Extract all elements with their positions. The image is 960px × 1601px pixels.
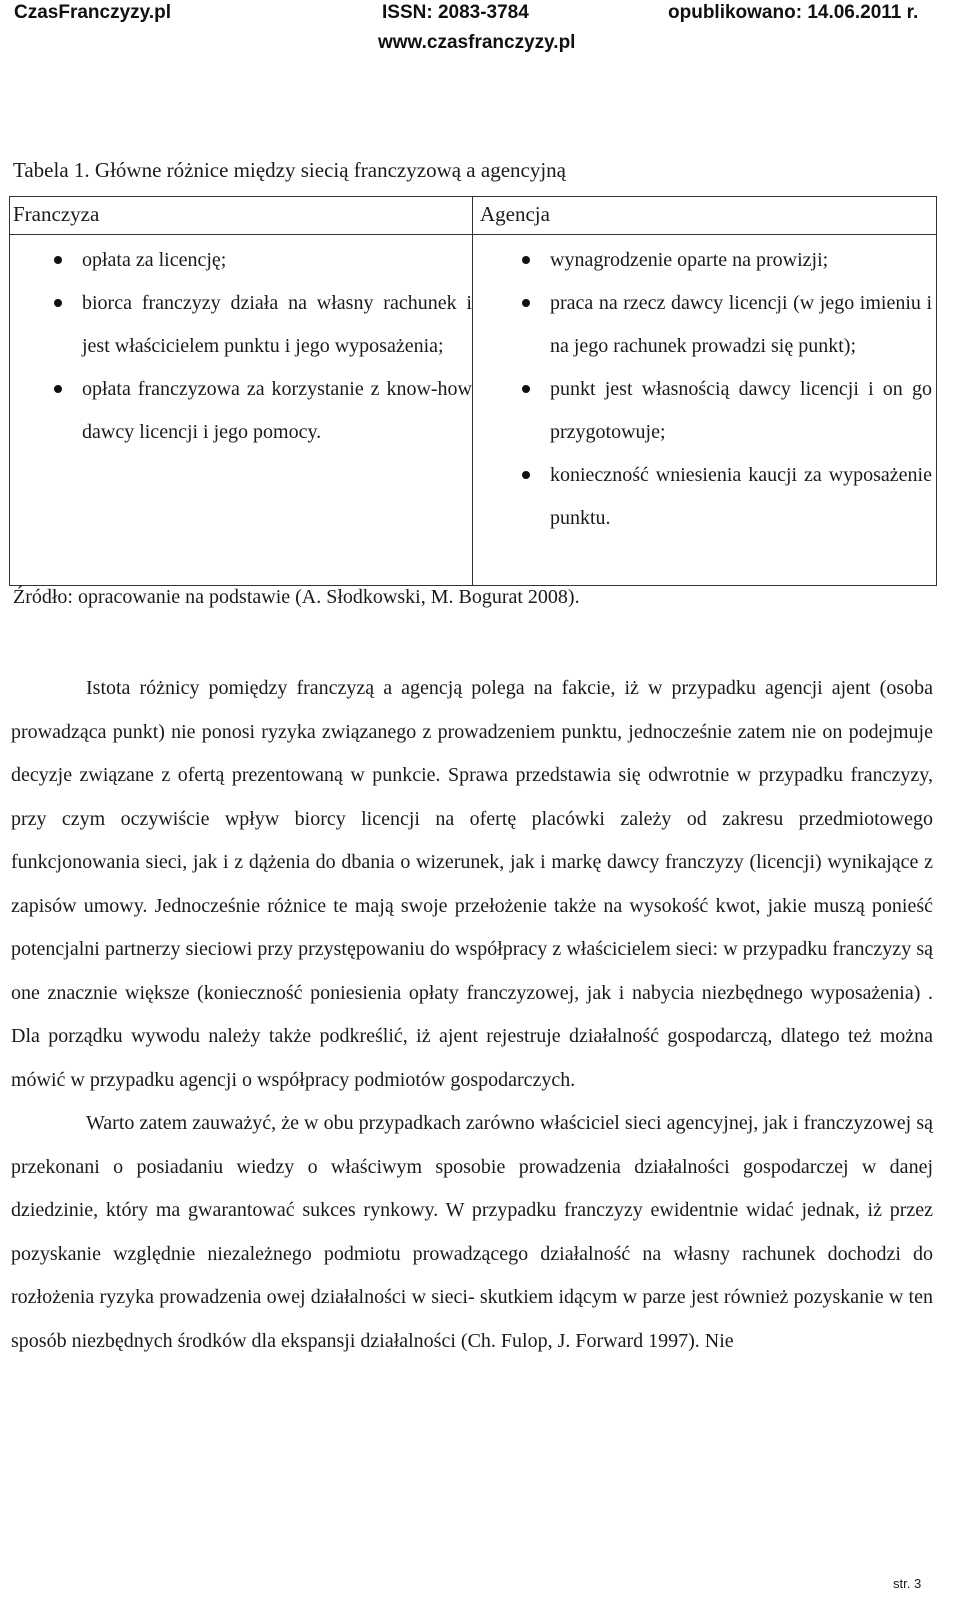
page-header: [0, 0, 960, 58]
comparison-table: [9, 196, 937, 586]
paragraph: Warto zatem zauważyć, że w obu przypadkach zarówno właściciel sieci agencyjnej, jak i franczyzowej są przekonani o posiadaniu wiedzy o właściwym sposobie prowadzenia działalności gospodarczej w danej dziedzinie, który ma gwarantować sukces rynkowy. W przypadku franczyzy ewidentnie widać jednak, iż przez pozyskanie względnie niezależnego podmiotu prowadzącego działalność na własny rachunek dochodzi do rozłożenia ryzyka prowadzenia owej działalności w sieci- skutkiem idącym w parze jest również pozyskanie w ten sposób niezbędnych środków dla ekspansji działalności (Ch. Fulop, J. Forward 1997). Nie: [11, 1112, 933, 1352]
table-caption: Tabela 1. Główne różnice między siecią franczyzową a agencyjną: [13, 158, 566, 182]
header-url[interactable]: www.czasfranczyzy.pl: [378, 32, 576, 53]
franczyza-list: [20, 239, 472, 454]
header-publication-date: opublikowano: 14.06.2011 r.: [668, 2, 919, 23]
paragraph: Istota różnicy pomiędzy franczyzą a agencją polega na fakcie, iż w przypadku agencji ajent (osoba prowadząca punkt) nie ponosi ryzyka związanego z prowadzeniem punktu, jednocześnie zatem nie on podejmuje decyzje związane z ofertą prezentowaną w punkcie. Sprawa przedstawia się odwrotnie w przypadku franczyzy, przy czym oczywiście wpływ biorcy licencji na ofertę placówki zależy od zakresu przedmiotowego funkcjonowania sieci, jak i z dążenia do dbania o wizerunek, jak i markę dawcy franczyzy (licencji) wynikające z zapisów umowy. Jednocześnie różnice te mają swoje przełożenie także na wysokość kwot, jakie muszą ponieść potencjalni partnerzy sieciowi przy przystępowaniu do współpracy z właścicielem sieci: w przypadku franczyzy są one znacznie większe (konieczność poniesienia opłaty franczyzowej, jak i nabycia niezbędnego wyposażenia) . Dla porządku wywodu należy także podkreślić, iż ajent rejestruje działalność gospodarczą, dlatego też można mówić w przypadku agencji o współpracy podmiotów gospodarczych.: [11, 677, 933, 1091]
page-number: str. 3: [893, 1576, 922, 1591]
article-body: [11, 667, 933, 1363]
list-item: punkt jest własnością dawcy licencji i on go przygotowuje;: [488, 368, 932, 454]
header-issn: ISSN: 2083-3784: [382, 2, 529, 23]
table-column-divider: [472, 197, 473, 585]
header-site-name: CzasFranczyzy.pl: [14, 2, 171, 23]
list-item: opłata franczyzowa za korzystanie z know-how dawcy licencji i jego pomocy.: [20, 368, 472, 454]
list-item: biorca franczyzy działa na własny rachunek i jest właścicielem punktu i jego wyposażenia;: [20, 282, 472, 368]
list-item: wynagrodzenie oparte na prowizji;: [488, 239, 932, 282]
table-header-divider: [10, 234, 936, 235]
list-item: opłata za licencję;: [20, 239, 472, 282]
list-item: konieczność wniesienia kaucji za wyposażenie punktu.: [488, 454, 932, 540]
table-source: Źródło: opracowanie na podstawie (A. Słodkowski, M. Bogurat 2008).: [13, 586, 580, 608]
column-header-agencja: Agencja: [480, 202, 550, 226]
agencja-list: [488, 239, 932, 540]
column-header-franczyza: Franczyza: [13, 202, 100, 226]
list-item: praca na rzecz dawcy licencji (w jego imieniu i na jego rachunek prowadzi się punkt);: [488, 282, 932, 368]
